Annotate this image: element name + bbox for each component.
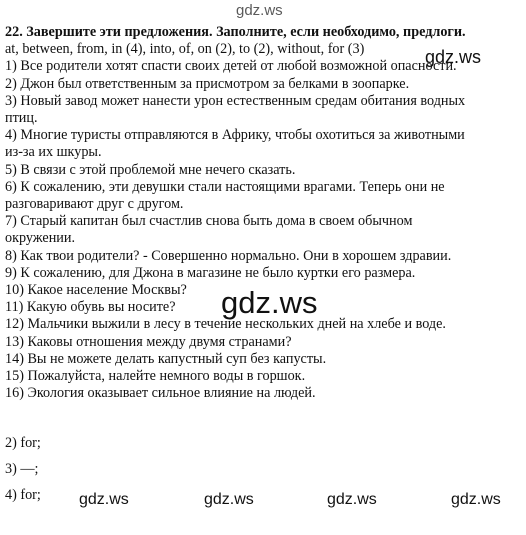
- sentence-line: 12) Мальчики выжили в лесу в течение нескольких дней на хлебе и воде.: [5, 316, 446, 333]
- answer-line: 2) for;: [5, 435, 41, 452]
- sentence-line: окружении.: [5, 230, 76, 247]
- watermark-bottom: gdz.ws: [79, 491, 129, 508]
- answer-line: 3) —;: [5, 461, 39, 478]
- sentence-line: 8) Как твои родители? - Совершенно нормально. Они в хорошем здравии.: [5, 247, 452, 264]
- sentence-line: 16) Экология оказывает сильное влияние на людей.: [5, 385, 316, 402]
- watermark-right: gdz.ws: [425, 47, 482, 67]
- sentence-line: 5) В связи с этой проблемой мне нечего сказать.: [5, 161, 296, 178]
- answer-line: 4) for;: [5, 487, 41, 504]
- exercise-text: [5, 24, 520, 508]
- word-bank: at, between, from, in (4), into, of, on (2), to (2), without, for (3): [5, 41, 365, 58]
- watermark-bottom: gdz.ws: [327, 491, 377, 508]
- sentence-line: 1) Все родители хотят спасти своих детей от любой возможной опасности.: [5, 58, 457, 75]
- sentence-line: из-за их шкуры.: [5, 144, 102, 161]
- sentence-line: 6) К сожалению, эти девушки стали настоящими врагами. Теперь они не: [5, 178, 445, 195]
- sentence-line: 9) К сожалению, для Джона в магазине не было куртки его размера.: [5, 264, 416, 281]
- sentence-line: 10) Какое население Москвы?: [5, 282, 187, 299]
- sentence-line: 7) Старый капитан был счастлив снова быть дома в своем обычном: [5, 213, 413, 230]
- sentence-line: 14) Вы не можете делать капустный суп без капусты.: [5, 350, 327, 367]
- sentence-line: 2) Джон был ответственным за присмотром за белками в зоопарке.: [5, 75, 410, 92]
- sentence-line: 3) Новый завод может нанести урон естественным средам обитания водных: [5, 92, 466, 109]
- sentence-line: 4) Многие туристы отправляются в Африку, чтобы охотиться за животными: [5, 127, 465, 144]
- sentence-line: птиц.: [5, 110, 38, 127]
- sentence-line: 11) Какую обувь вы носите?: [5, 299, 176, 316]
- exercise-title: 22. Завершите эти предложения. Заполните, если необходимо, предлоги.: [5, 24, 466, 40]
- sentence-line: разговаривают друг с другом.: [5, 196, 184, 213]
- watermark-top: gdz.ws: [236, 2, 283, 19]
- watermark-center: gdz.ws: [221, 285, 318, 320]
- watermark-bottom: gdz.ws: [204, 491, 254, 508]
- blank-spacer: [5, 402, 520, 430]
- sentence-line: 13) Каковы отношения между двумя странами?: [5, 333, 292, 350]
- sentence-line: 15) Пожалуйста, налейте немного воды в горшок.: [5, 368, 306, 385]
- watermark-bottom: gdz.ws: [451, 491, 501, 508]
